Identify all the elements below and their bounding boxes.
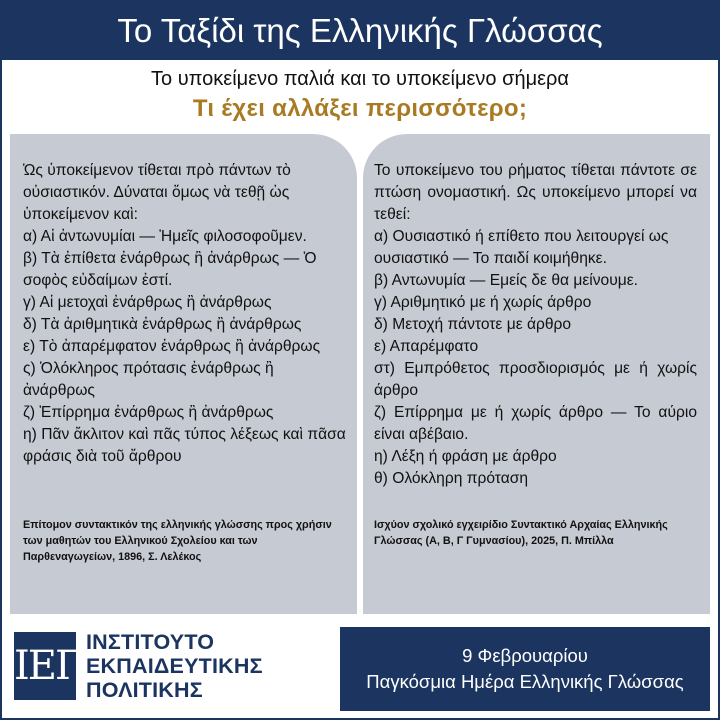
list-item: α) Ουσιαστικό ή επίθετο που λειτουργεί ως ουσιαστικό — Το παιδί κοιμήθηκε.	[374, 228, 669, 267]
list-item: ζ) Επίρρημα με ή χωρίς άρθρο — Το αύριο είναι αβέβαιο.	[374, 404, 697, 443]
list-item: δ) Τὰ ἀριθμητικὰ ἐνάρθρως ἢ ἀνάρθρως	[23, 316, 302, 333]
event-date: 9 Φεβρουαρίου	[462, 645, 588, 666]
subtitle: Το υποκείμενο παλιά και το υποκείμενο σήμερα	[151, 68, 569, 90]
ancient-source-citation: Επίτομον συντακτικόν της ελληνικής γλώσσης προς χρήσιν των μαθητών του Ελληνικού Σχολείου και των Παρθεναγωγείων, 1896, Σ. Λελέκος	[23, 519, 332, 563]
list-item: η) Πᾶν ἄκλιτον καὶ πᾶς τύπος λέξεως καὶ πᾶσα φράσις διὰ τοῦ ἄρθρου	[23, 426, 346, 465]
list-item: στ) Εμπρόθετος προσδιορισμός με ή χωρίς άρθρο	[374, 360, 697, 399]
ancient-intro: Ὡς ὑποκείμενον τίθεται πρὸ πάντων τὸ οὐσιαστικόν. Δύναται ὅμως νὰ τεθῇ ὡς ὑποκείμενον καὶ:	[23, 162, 291, 223]
question-heading: Τι έχει αλλάξει περισσότερο;	[192, 95, 528, 122]
list-item: θ) Ολόκληρη πρόταση	[374, 470, 529, 487]
list-item: γ) Αἱ μετοχαὶ ἐνάρθρως ἢ ἀνάρθρως	[23, 294, 272, 311]
list-item: δ) Μετοχή πάντοτε με άρθρο	[374, 316, 572, 333]
list-item: β) Αντωνυμία — Εμείς δε θα μείνουμε.	[374, 272, 639, 289]
logo-line: ΠΟΛΙΤΙΚΗΣ	[86, 678, 203, 702]
iep-logo	[10, 628, 340, 710]
list-item: α) Αἱ ἀντωνυμίαι — Ἡμεῖς φιλοσοφοῦμεν.	[23, 228, 307, 245]
event-name: Παγκόσμια Ημέρα Ελληνικής Γλώσσας	[366, 671, 684, 692]
list-item: ζ) Ἐπίρρημα ἐνάρθρως ἢ ἀνάρθρως	[23, 404, 274, 421]
modern-source-citation: Ισχύον σχολικό εγχειρίδιο Συντακτικό Αρχαίας Ελληνικής Γλώσσας (Α, Β, Γ Γυμνασίου), 2025, Π. Μπίλλα	[374, 519, 668, 547]
list-item: β) Τὰ ἐπίθετα ἐνάρθρως ἢ ἀνάρθρως — Ὁ σοφὸς εὐδαίμων ἐστί.	[23, 250, 317, 289]
modern-syntax-panel	[363, 134, 710, 614]
page-title: Το Ταξίδι της Ελληνικής Γλώσσας	[2, 2, 718, 60]
ancient-syntax-panel	[10, 134, 357, 614]
logo-line: ΙΝΣΤΙΤΟΥΤΟ	[86, 630, 215, 654]
list-item: γ) Αριθμητικό με ή χωρίς άρθρο	[374, 294, 592, 311]
event-footer	[340, 627, 710, 711]
list-item: η) Λέξη ή φράση με άρθρο	[374, 448, 557, 465]
iep-logo-mark: ΙΕΠ	[14, 632, 76, 700]
modern-intro: Το υποκείμενο του ρήματος τίθεται πάντοτε σε πτώση ονομαστική. Ως υποκείμενο μπορεί να τεθεί:	[374, 162, 697, 223]
iep-logo-text	[86, 630, 263, 702]
logo-line: ΕΚΠΑΙΔΕΥΤΙΚΗΣ	[86, 654, 263, 678]
list-item: ε) Απαρέμφατο	[374, 338, 479, 355]
list-item: ς) Ὁλόκληρος πρότασις ἐνάρθρως ἢ ἀνάρθρως	[23, 360, 274, 399]
list-item: ε) Τὸ ἀπαρέμφατον ἐνάρθρως ἢ ἀνάρθρως	[23, 338, 321, 355]
